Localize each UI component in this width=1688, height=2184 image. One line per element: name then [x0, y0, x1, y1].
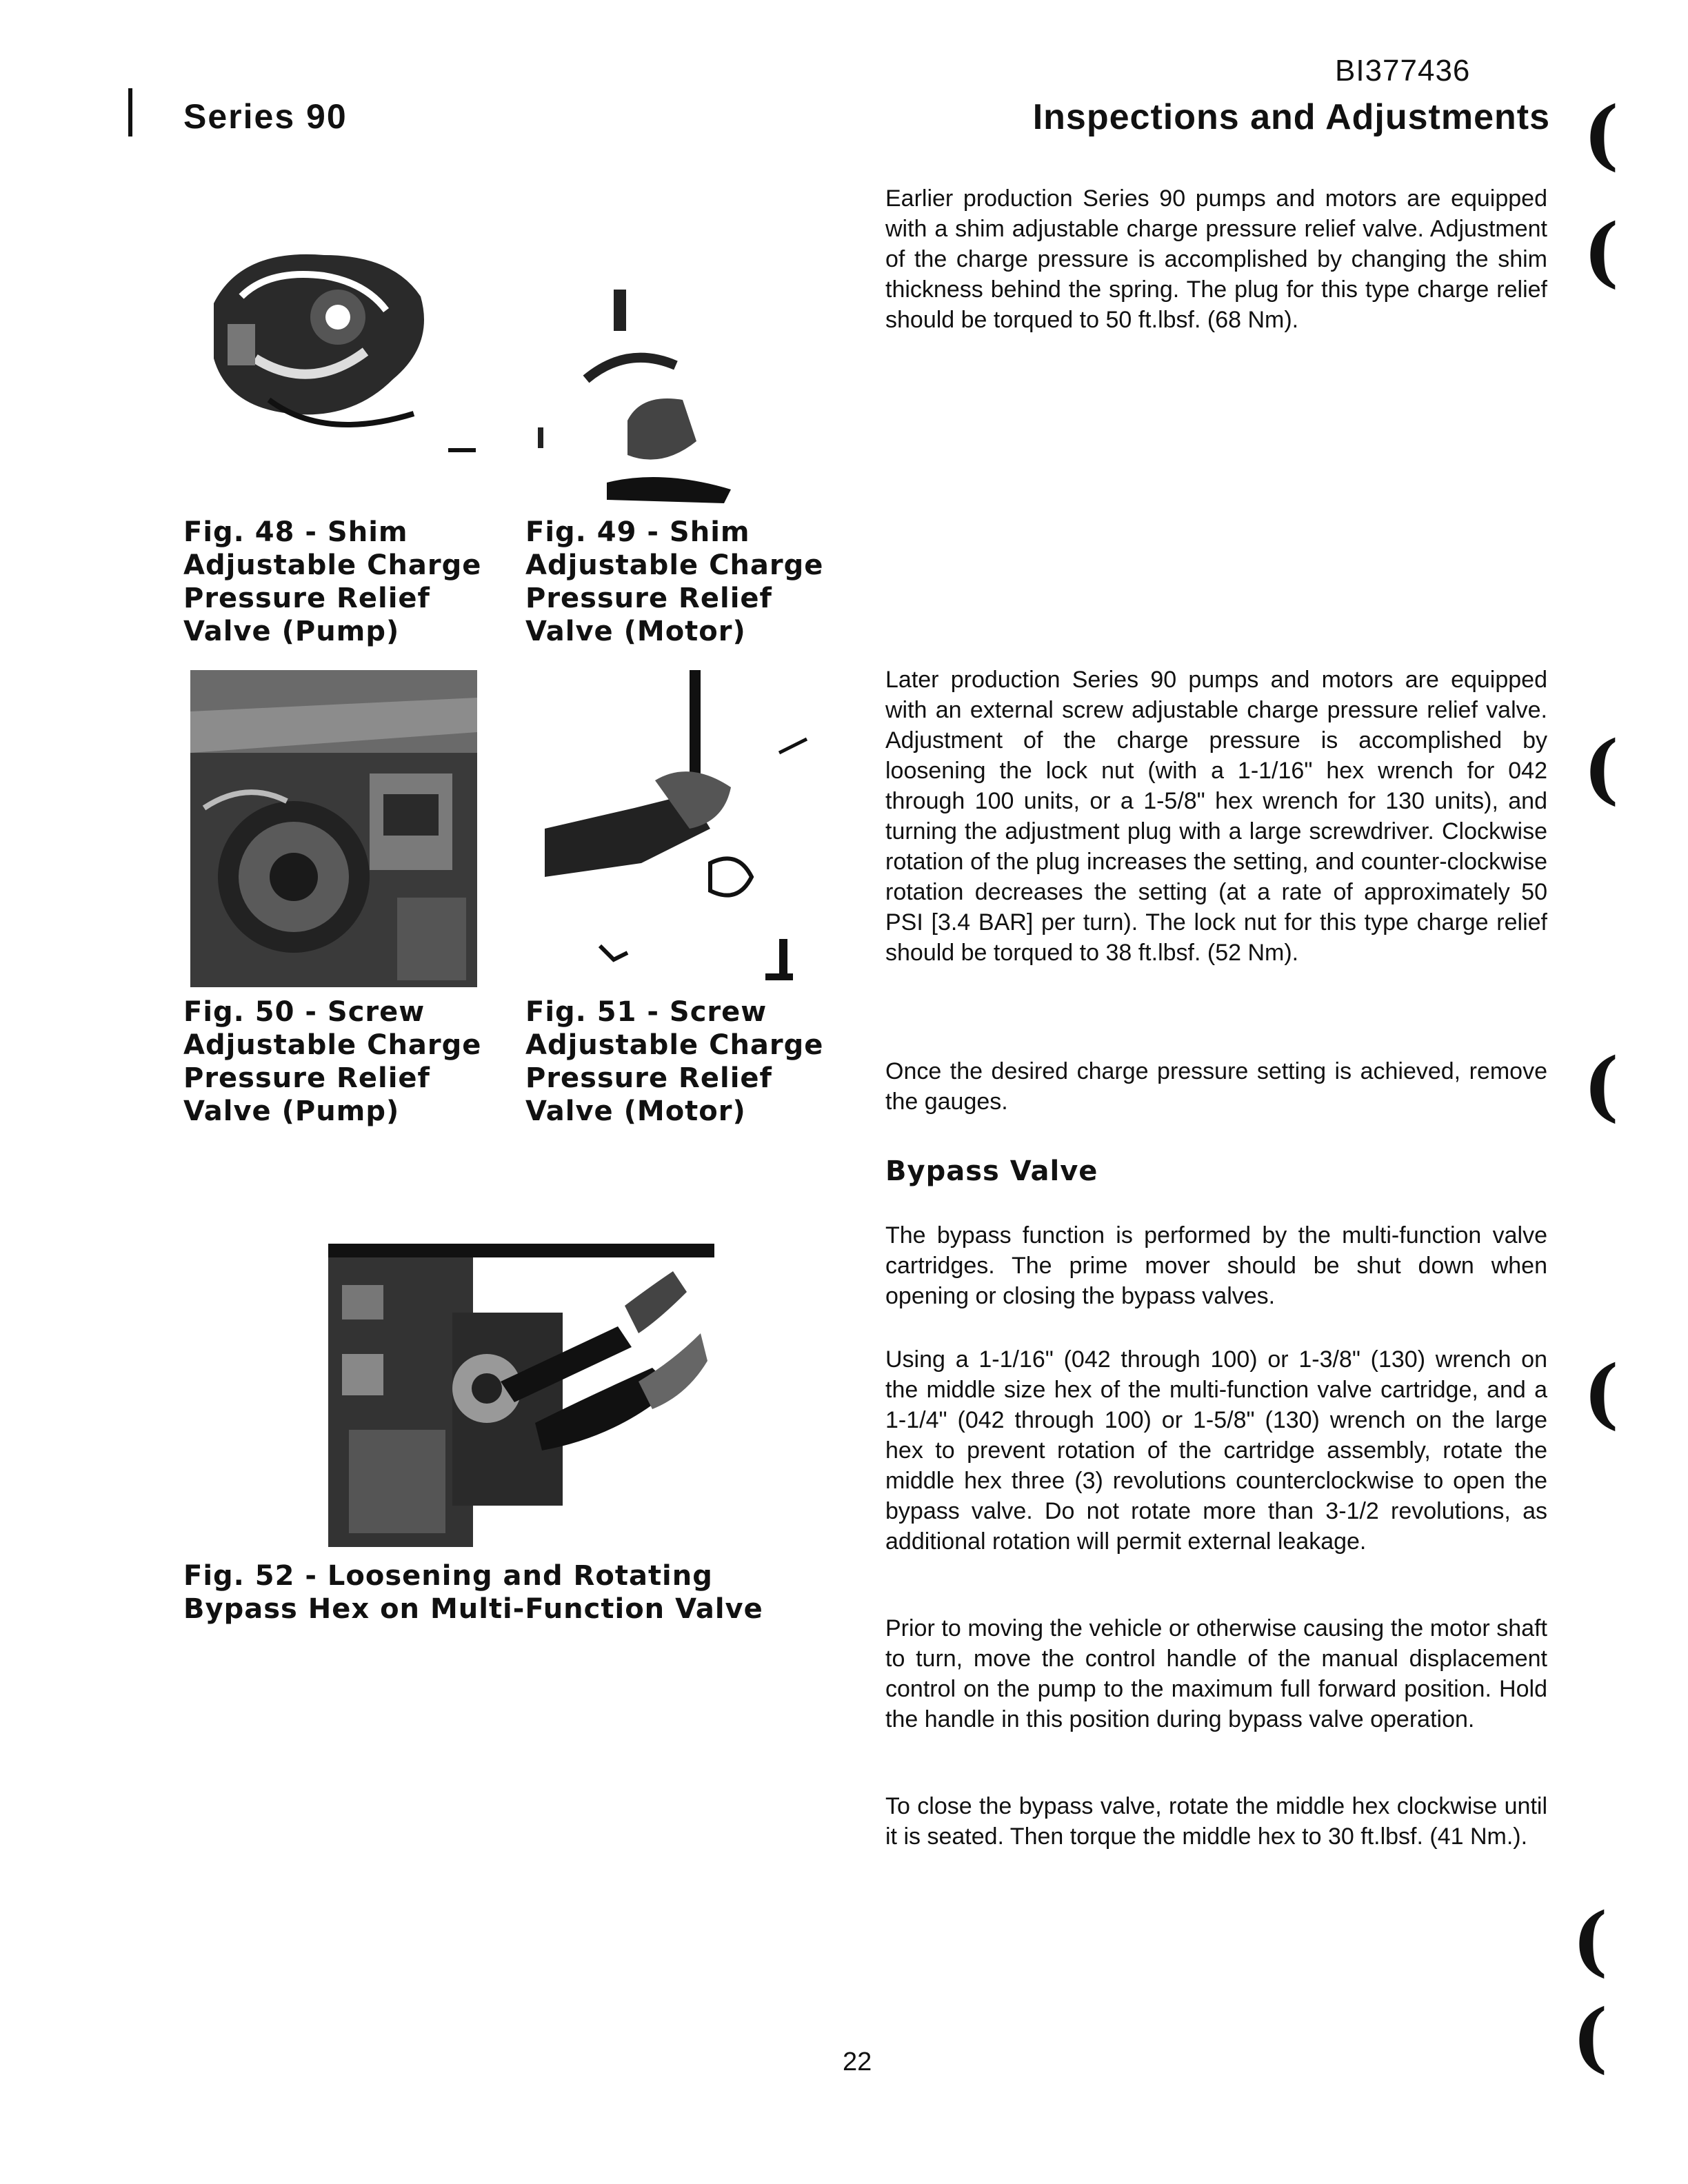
paragraph-open-bypass: Using a 1-1/16" (042 through 100) or 1-3/8" (130) wrench on the middle size hex of the multi-function valve cartridge, and a 1-1/4" (042 through 100) or 1-5/8" (130) wrench on the large hex to prevent rotation of the cartridge assembly, rotate the middle hex three (3) revolutions counterclockwise to open the bypass valve. Do not rotate more than 3-1/2 revolutions, as additional rotation will permit external leakage. [885, 1346, 1547, 1555]
margin-bracket-mark: ( [1572, 1992, 1609, 2081]
series-margin-mark [128, 88, 132, 136]
fig-49-caption: Fig. 49 - Shim Adjustable Charge Pressure Relief Valve (Motor) [525, 516, 824, 647]
fig-50-photo [190, 670, 477, 987]
fig-51-caption: Fig. 51 - Screw Adjustable Charge Pressure Relief Valve (Motor) [525, 996, 824, 1127]
section-title: Inspections and Adjustments [1032, 97, 1550, 137]
paragraph-screw-relief: Later production Series 90 pumps and motors are equipped with an external screw adjustable charge pressure relief valve. Adjustment of the charge pressure is accomplished by loosening the lock nut (with a 1-1/16" hex wrench for 042 through 100 units, or a 1-5/8" hex wrench for 130 units), and turning the adjustment plug with a large screwdriver. Clockwise rotation of the plug increases the setting, and counter-clockwise rotation decreases the setting (at a rate of approximately 50 PSI [3.4 BAR] per turn). The lock nut for this type charge relief should be torqued to 38 ft.lbsf. (52 Nm). [885, 667, 1547, 966]
fig-52-photo [328, 1244, 714, 1547]
paragraph-prior-to-moving: Prior to moving the vehicle or otherwise causing the motor shaft to turn, move the control handle of the manual displacement control on the pump to the maximum full forward position. Hold the handle in this position during bypass valve operation. [885, 1615, 1547, 1732]
page-number: 22 [843, 2048, 872, 2076]
fig-50-caption: Fig. 50 - Screw Adjustable Charge Pressure Relief Valve (Pump) [183, 996, 482, 1127]
fig-49-photo [524, 262, 752, 510]
fig-48-photo [186, 221, 483, 469]
margin-bracket-mark: ( [1583, 1348, 1620, 1437]
paragraph-bypass-function: The bypass function is performed by the multi-function valve cartridges. The prime mover should be shut down when opening or closing the bypass valves. [885, 1222, 1547, 1309]
bypass-valve-heading: Bypass Valve [885, 1155, 1098, 1187]
margin-bracket-mark: ( [1572, 1896, 1609, 1985]
fig-52-caption: Fig. 52 - Loosening and Rotating Bypass Hex on Multi-Function Valve [183, 1560, 763, 1625]
paragraph-close-bypass: To close the bypass valve, rotate the middle hex clockwise until it is seated. Then torque the middle hex to 30 ft.lbsf. (41 Nm.). [885, 1793, 1547, 1850]
series-title: Series 90 [183, 97, 348, 136]
margin-bracket-mark: ( [1583, 1041, 1620, 1130]
margin-bracket-mark: ( [1583, 90, 1620, 179]
paragraph-remove-gauges: Once the desired charge pressure setting is achieved, remove the gauges. [885, 1058, 1547, 1115]
paragraph-shim-relief: Earlier production Series 90 pumps and motors are equipped with a shim adjustable charge pressure relief valve. Adjustment of the charge pressure is accomplished by changing the shim thickness behind the spring. The plug for this type charge relief should be torqued to 50 ft.lbsf. (68 Nm). [885, 185, 1547, 333]
margin-bracket-mark: ( [1583, 207, 1620, 296]
fig-51-photo [531, 670, 821, 987]
margin-bracket-mark: ( [1583, 724, 1620, 813]
fig-48-caption: Fig. 48 - Shim Adjustable Charge Pressure Relief Valve (Pump) [183, 516, 482, 647]
document-id: BI377436 [1335, 54, 1471, 88]
